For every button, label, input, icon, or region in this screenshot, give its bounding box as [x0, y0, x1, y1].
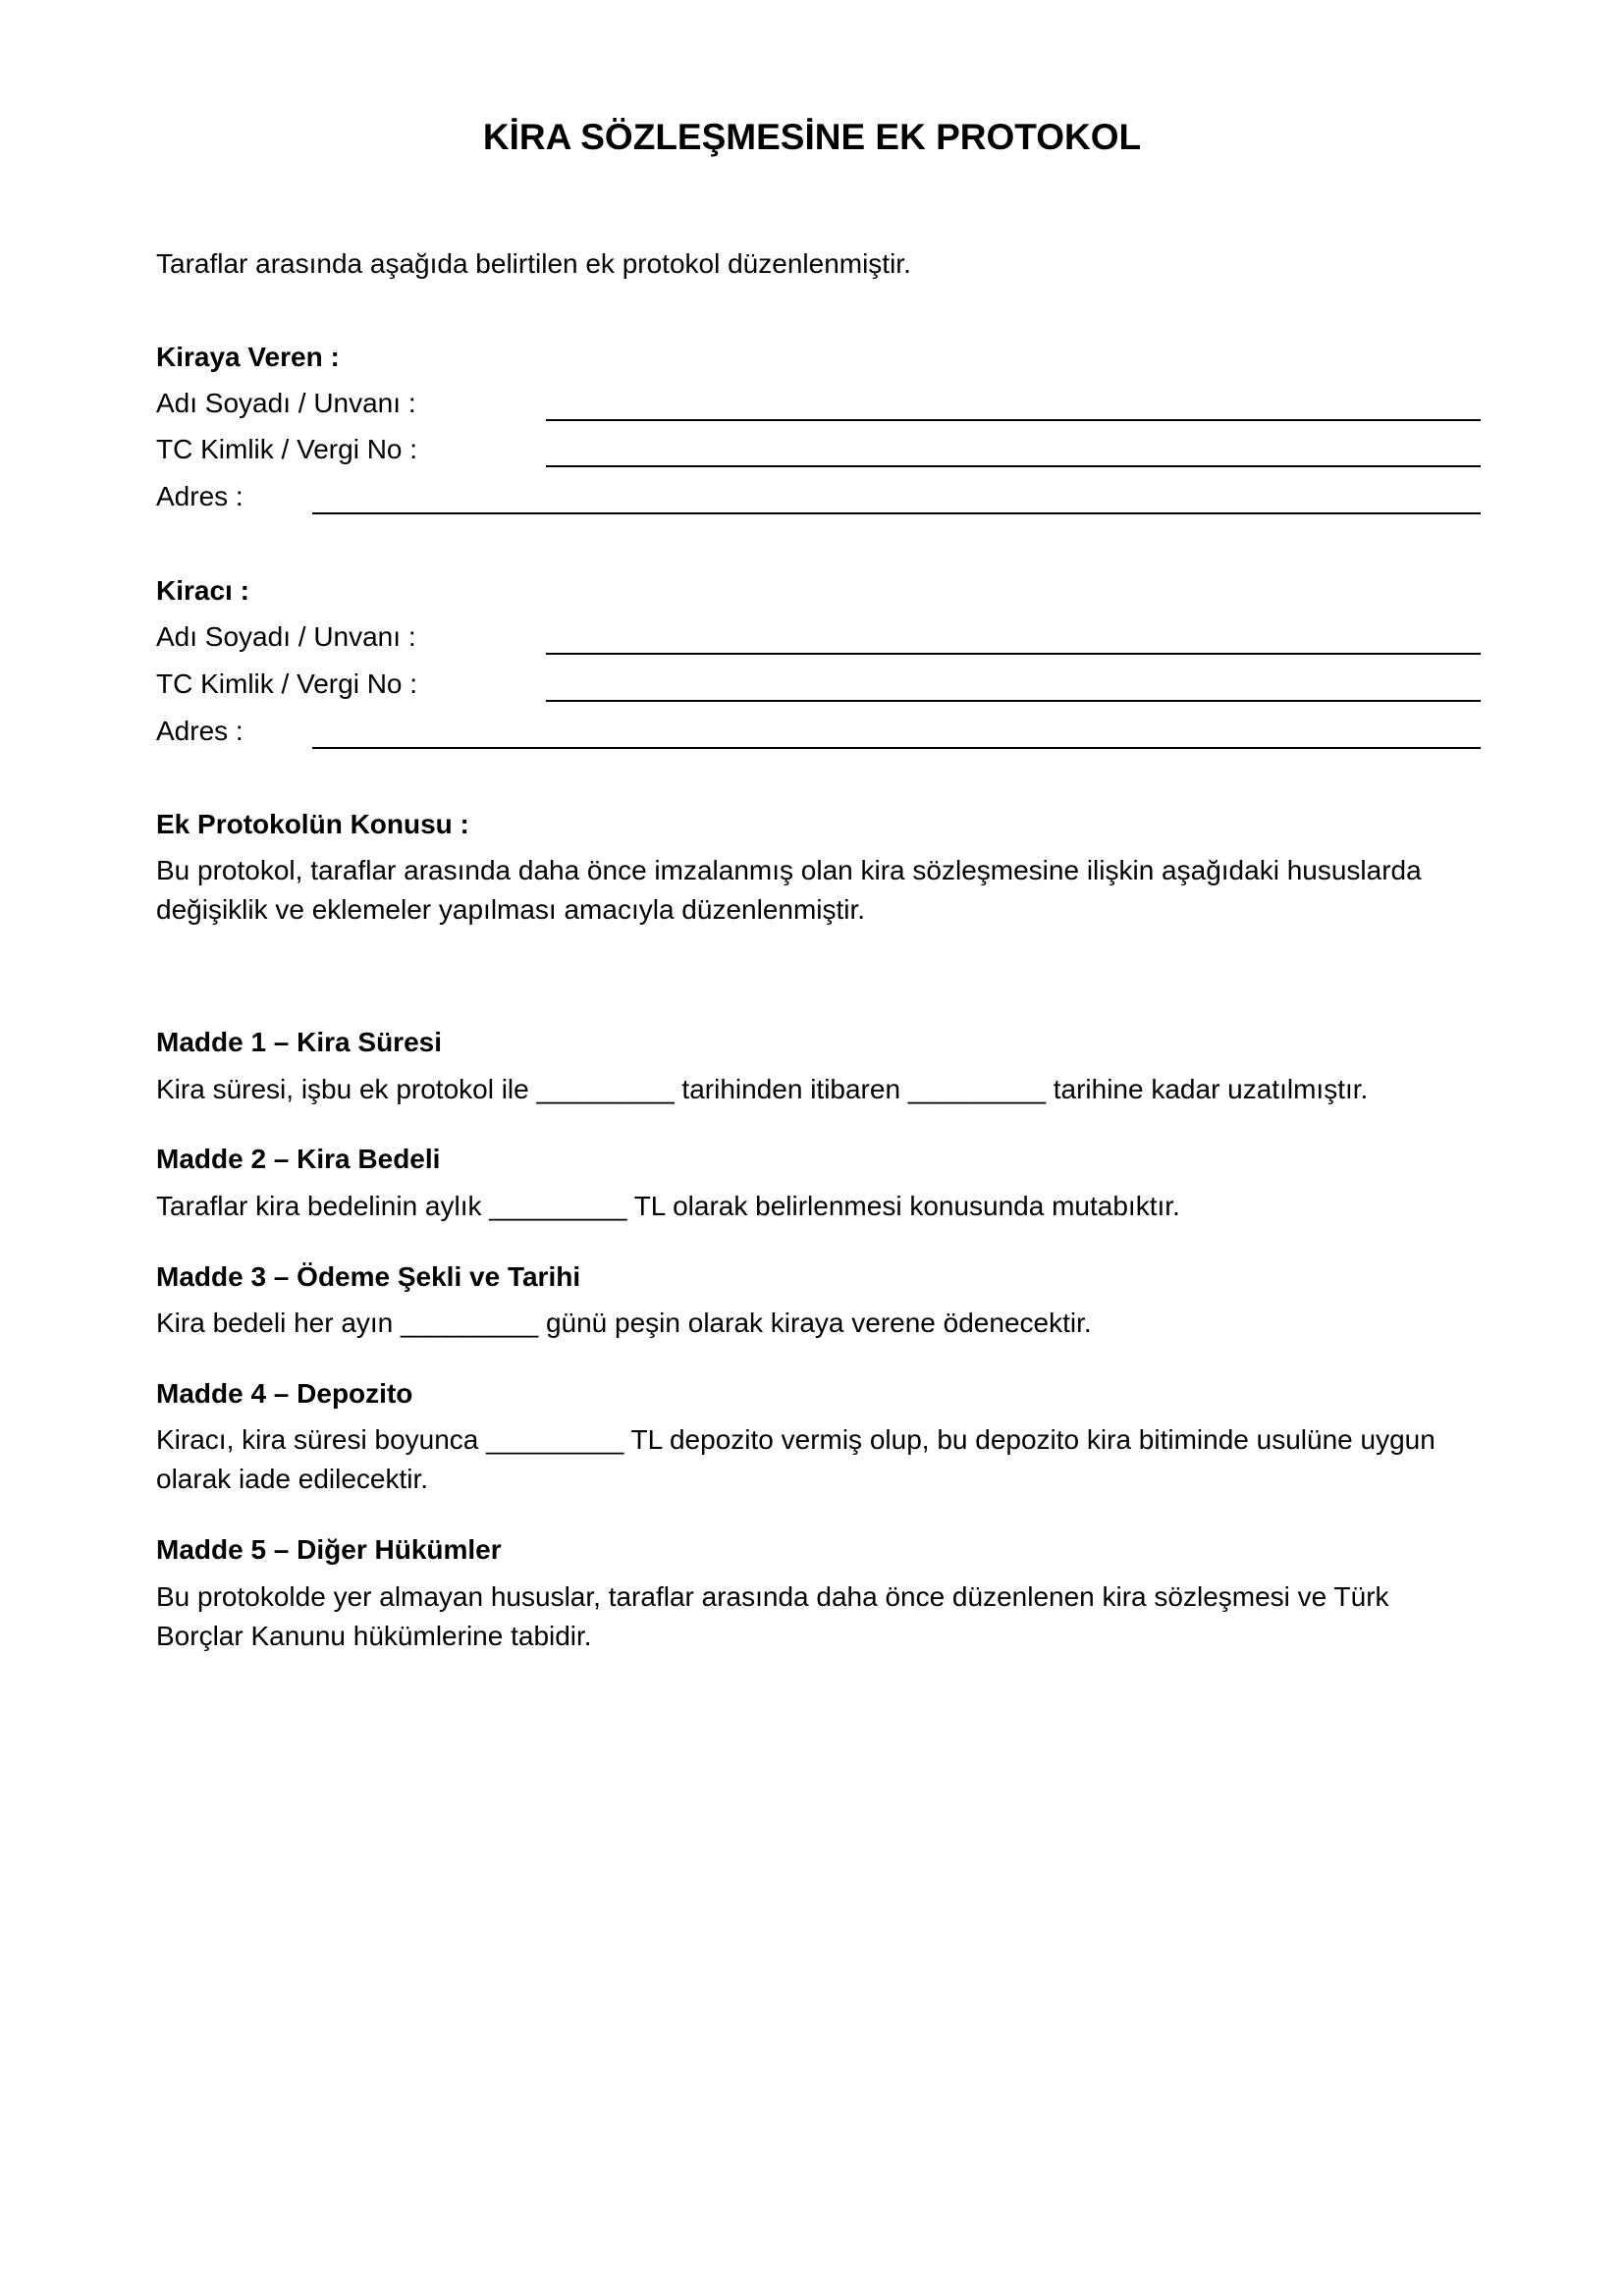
tenant-name-field[interactable]: [546, 653, 1481, 655]
landlord-id-field[interactable]: [546, 465, 1481, 467]
subject-text-line: değişiklik ve eklemeler yapılması amacıyla düzenlenmiştir.: [156, 894, 866, 925]
intro-text: Taraflar arasında aşağıda belirtilen ek protokol düzenlenmiştir.: [156, 248, 911, 279]
tenant-id-field[interactable]: [546, 700, 1481, 702]
article-2-text: Taraflar kira bedelinin aylık _________ TL olarak belirlenmesi konusunda mutabıktır.: [156, 1191, 1180, 1221]
article-3-heading: Madde 3 – Ödeme Şekli ve Tarihi: [156, 1261, 581, 1292]
tenant-address-label: Adres :: [156, 716, 244, 746]
tenant-heading: Kiracı :: [156, 575, 249, 606]
article-4-text: Kiracı, kira süresi boyunca _________ TL depozito vermiş olup, bu depozito kira bitiminde usulüne uygun: [156, 1424, 1435, 1455]
landlord-id-label: TC Kimlik / Vergi No :: [156, 434, 418, 464]
landlord-heading: Kiraya Veren :: [156, 342, 340, 372]
article-4-heading: Madde 4 – Depozito: [156, 1378, 413, 1409]
article-2-heading: Madde 2 – Kira Bedeli: [156, 1144, 441, 1174]
article-5-heading: Madde 5 – Diğer Hükümler: [156, 1534, 502, 1565]
tenant-address-field[interactable]: [312, 747, 1481, 749]
article-3-text: Kira bedeli her ayın _________ günü peşin olarak kiraya verene ödenecektir.: [156, 1308, 1092, 1338]
landlord-address-label: Adres :: [156, 481, 244, 511]
article-1-heading: Madde 1 – Kira Süresi: [156, 1027, 443, 1057]
document-title: KİRA SÖZLEŞMESİNE EK PROTOKOL: [482, 117, 1142, 157]
subject-heading: Ek Protokolün Konusu :: [156, 809, 469, 839]
tenant-id-label: TC Kimlik / Vergi No :: [156, 668, 418, 699]
article-1-text: Kira süresi, işbu ek protokol ile _________ tarihinden itibaren _________ tarihine kadar uzatılmıştır.: [156, 1074, 1369, 1104]
landlord-name-field[interactable]: [546, 419, 1481, 421]
article-4-text: olarak iade edilecektir.: [156, 1464, 429, 1494]
article-5-text: Bu protokolde yer almayan hususlar, taraflar arasında daha önce düzenlenen kira sözleşmesi ve Türk: [156, 1581, 1389, 1612]
subject-text-line: Bu protokol, taraflar arasında daha önce imzalanmış olan kira sözleşmesine ilişkin aşağıdaki hususlarda: [156, 855, 1422, 885]
landlord-address-field[interactable]: [312, 512, 1481, 514]
article-5-text: Borçlar Kanunu hükümlerine tabidir.: [156, 1621, 592, 1651]
landlord-name-label: Adı Soyadı / Unvanı :: [156, 388, 416, 418]
tenant-name-label: Adı Soyadı / Unvanı :: [156, 621, 416, 652]
